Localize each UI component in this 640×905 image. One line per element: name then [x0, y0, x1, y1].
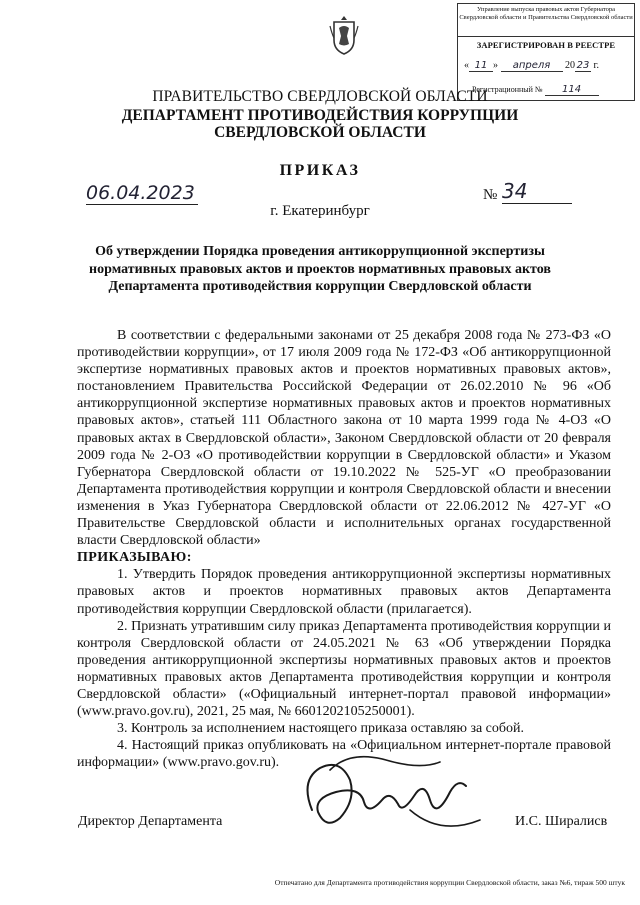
- government-name: ПРАВИТЕЛЬСТВО СВЕРДЛОВСКОЙ ОБЛАСТИ: [152, 88, 488, 105]
- order-item-3: 3. Контроль за исполнением настоящего приказа оставляю за собой.: [117, 721, 525, 737]
- stamp-date: « 11 » апреля 20 23 г.: [464, 60, 599, 71]
- registration-stamp: [457, 3, 635, 101]
- department-line-2: СВЕРДЛОВСКОЙ ОБЛАСТИ: [214, 124, 426, 141]
- order-word: ПРИКАЗЫВАЮ:: [77, 550, 192, 566]
- preamble: В соответствии с федеральными законами от 25 декабря 2008 года № 273-ФЗ «О противодействии коррупции», от 17 июля 2009 года № 172-ФЗ «Об антикоррупционной экспертизе нормативных правовых актов и проектов нормативных правовых актов», постановлением Правительства Российской Федерации от 26.02.2010 № 96 «Об антикоррупционной экспертизе нормативных правовых актов и проектов нормативных правовых актов», статьей 111 Областного закона от 10 марта 1999 года № 4-ОЗ «О правовых актах в Свердловской области», Законом Свердловской области от 20 февраля 2009 года № 2-ОЗ «О противодействии коррупции в Свердловской области» и Указом Губернатора Свердловской области от 19.10.2022 № 525-УГ «О преобразовании Департамента противодействия коррупции и контроля Свердловской области и внесении изменения в Указ Губернатора Свердловской области от 22.06.2012 № 427-УГ «О Правительстве Свердловской области и исполнительных органах государственной власти Свердловской области»: [77, 328, 611, 549]
- order-item-4: 4. Настоящий приказ опубликовать на «Официальном интернет-портале правовой информации» (www.pravo.gov.ru).: [77, 738, 611, 771]
- coat-of-arms-icon: [328, 14, 360, 56]
- stamp-year-suffix: 23: [576, 60, 590, 71]
- order-date: 06.04.2023: [86, 182, 198, 205]
- stamp-month: апреля: [501, 60, 563, 72]
- stamp-registered-label: ЗАРЕГИСТРИРОВАН В РЕЕСТРЕ: [476, 40, 616, 50]
- order-item-2: 2. Признать утратившим силу приказ Департамента противодействия коррупции и контроля Свердловской области от 24.05.2021 № 63 «Об утверждении Порядка проведения антикоррупционной экспертизы нормативных правовых актов и проектов нормативных правовых актов Департамента противодействия коррупции и контроля Свердловской области» («Официальный интернет-портал правовой информации» (www.pravo.gov.ru), 2021, 25 мая, № 6601202105250001).: [77, 618, 611, 720]
- order-number-label: №: [483, 187, 498, 203]
- order-number: 34: [502, 179, 572, 204]
- order-item-1: 1. Утвердить Порядок проведения антикоррупционной экспертизы нормативных правовых актов и проектов нормативных правовых актов Департамента противодействия коррупции Свердловской области (прилагается).: [77, 567, 611, 617]
- stamp-reg-value: 114: [545, 84, 599, 96]
- stamp-year-prefix: 20: [565, 60, 575, 71]
- signatory-position: Директор Департамента: [78, 814, 223, 829]
- stamp-year-unit: г.: [593, 60, 599, 71]
- stamp-issuer: Управление выпуска правовых актов Губернатора Свердловской области и Правительства Свердловской области: [458, 4, 634, 37]
- department-name: [60, 107, 580, 141]
- city: г. Екатеринбург: [270, 203, 370, 219]
- document-type: ПРИКАЗ: [279, 162, 361, 179]
- stamp-reg-label: Регистрационный №: [472, 85, 543, 94]
- signatory-name: И.С. Ширалисв: [515, 814, 608, 829]
- document-title: Об утверждении Порядка проведения антикоррупционной экспертизы нормативных правовых актов и проектов нормативных правовых актов Департамента противодействия коррупции Свердловской области: [89, 244, 551, 294]
- handwritten-signature: [290, 740, 490, 850]
- department-line-1: ДЕПАРТАМЕНТ ПРОТИВОДЕЙСТВИЯ КОРРУПЦИИ: [121, 107, 519, 124]
- print-footer: Отпечатано для Департамента противодействия коррупции Свердловской области, заказ №6, тираж 500 штук: [274, 878, 625, 887]
- document-body: [77, 327, 611, 771]
- stamp-day: 11: [469, 60, 493, 72]
